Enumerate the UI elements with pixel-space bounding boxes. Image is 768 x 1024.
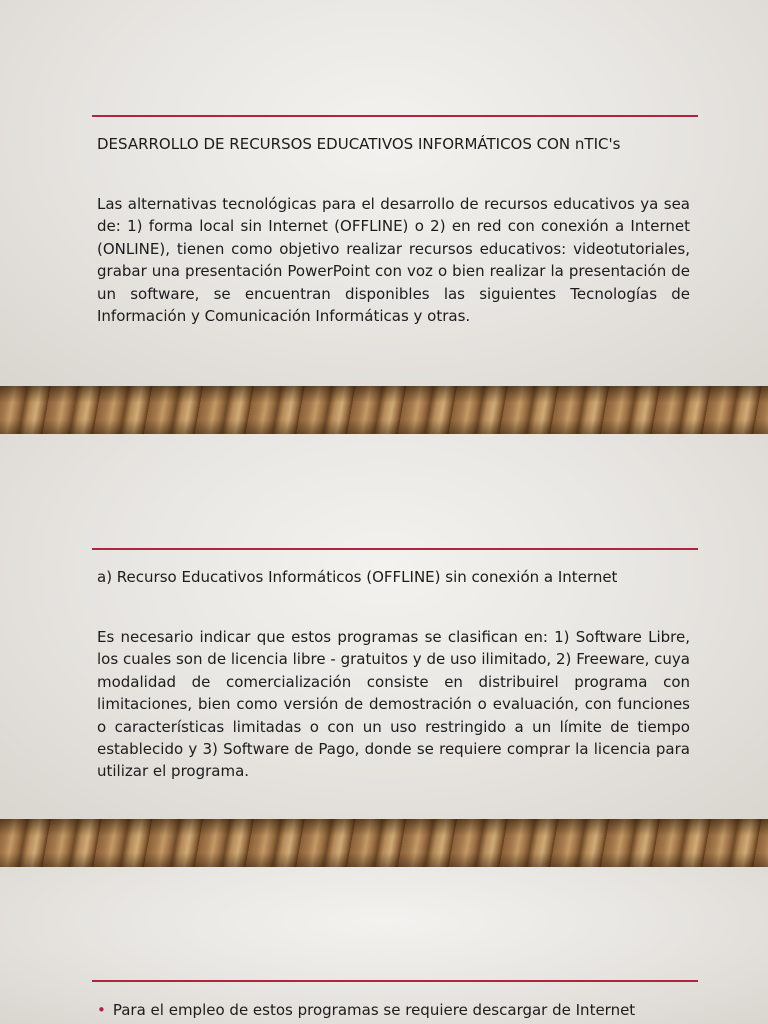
slide-1-title: DESARROLLO DE RECURSOS EDUCATIVOS INFORMÁTICOS CON nTIC's [97, 135, 621, 153]
slide-2 [0, 434, 768, 819]
slide-1 [0, 0, 768, 386]
slide-1-accent-rule [92, 115, 698, 117]
slide-3-accent-rule [92, 980, 698, 982]
slide-2-body: Es necesario indicar que estos programas se clasifican en: 1) Software Libre, los cuales son de licencia libre - gratuitos y de uso ilimitado, 2) Freeware, cuya modalidad de comercialización consiste en distribuirel programa con limitaciones, bien como versión de demostración o evaluación, con funciones o características limitadas o con un uso restringido a un límite de tiempo establecido y 3) Software de Pago, donde se requiere comprar la licencia para utilizar el programa. [97, 628, 690, 781]
slide-2-accent-rule [92, 548, 698, 550]
slide-2-title: a) Recurso Educativos Informáticos (OFFLINE) sin conexión a Internet [97, 568, 618, 586]
wood-floor-divider-1 [0, 386, 768, 434]
slide-3-bullet-text: Para el empleo de estos programas se requiere descargar de Internet [112, 1001, 636, 1019]
slide-3 [0, 867, 768, 1024]
slide-1-body: Las alternativas tecnológicas para el desarrollo de recursos educativos ya sea de: 1) forma local sin Internet (OFFLINE) o 2) en red con conexión a Internet (ONLINE), tienen como objetivo realizar recursos educativos: videotutoriales, grabar una presentación PowerPoint con voz o bien realizar la presentación de un software, se encuentran disponibles las siguientes Tecnologías de Información y Comunicación Informáticas y otras. [97, 195, 690, 326]
wood-floor-divider-2 [0, 819, 768, 867]
bullet-icon: • [97, 1001, 106, 1019]
slide-3-bullet-item [97, 999, 690, 1021]
